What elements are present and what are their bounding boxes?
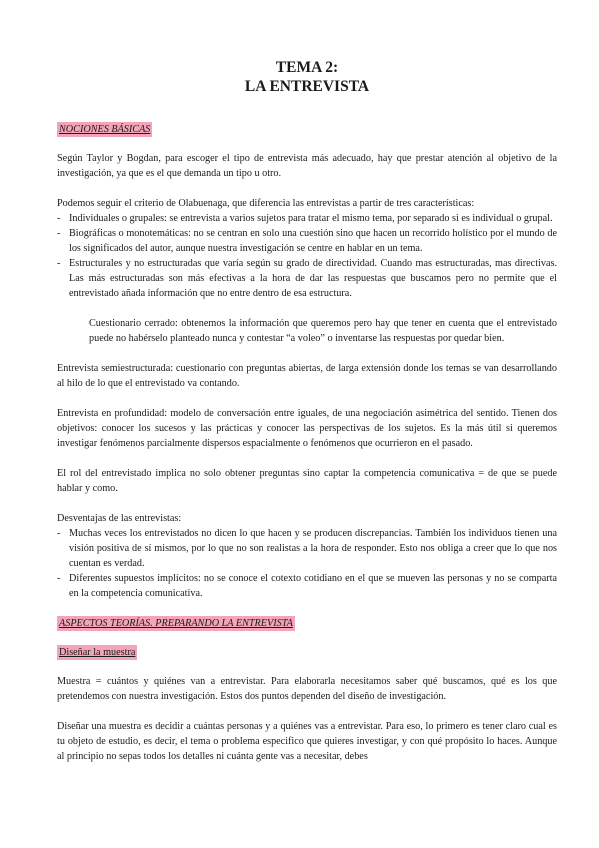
section-heading-aspectos: ASPECTOS TEORÍAS. PREPARANDO LA ENTREVISTA [59,618,293,629]
paragraph-semiestructurada: Entrevista semiestructurada: cuestionario con preguntas abiertas, de larga extensión donde los temas se van desarrollando al hilo de lo que el entrevistado va contando. [57,363,557,389]
paragraph-taylor-bogdan: Según Taylor y Bogdan, para escoger el tipo de entrevista más adecuado, hay que prestar atención al objetivo de la investigación, ya que es el que demanda un tipo u otro. [57,153,557,179]
section-nociones [57,122,557,601]
list-item: - Muchas veces los entrevistados no dicen lo que hacen y se producen discrepancias. También los individuos tienen una visión positiva de sí mismos, por lo que no son realistas a la hora de responder. Esto nos obliga a creer que lo que nos cuentan es verdad. [57,526,557,571]
disadvantages-list [57,526,557,601]
paragraph-profundidad: Entrevista en profundidad: modelo de conversación entre iguales, de una negociación asimétrica del sentido. Tienen dos objetivos: conocer los sucesos y las prácticas y conocer las perspectivas de los sujetos. Es la más útil si queremos investigar fenómenos parcialmente dispersos espacialmente o fenómenos que ocurrieron en el pasado. [57,408,557,449]
criteria-list [57,211,557,301]
paragraph-disenar-muestra: Diseñar una muestra es decidir a cuántas personas y a quiénes vas a entrevistar. Para eso, lo primero es tener claro cual es tu objeto de estudio, es decir, el tema o problema especifico que quieres investigar, y con qué propósito lo haces. Aunque al principio no sepas todos los detalles ni cuánta gente vas a necesitar, debes [57,721,557,762]
list-item: - Individuales o grupales: se entrevista a varios sujetos para tratar el mismo tema, por separado si es individual o grupal. [57,211,557,226]
subheading-disenar-muestra: Diseñar la muestra [59,647,136,658]
section-aspectos [57,616,557,764]
title-line-2: LA ENTREVISTA [244,78,370,95]
quote-cuestionario-cerrado: Cuestionario cerrado: obtenemos la información que queremos pero hay que tener en cuenta que el entrevistado puede no habérselo planteado nunca y contestar “a voleo” o inventarse las respuestas por quedar bien. [89,318,557,344]
list-item: - Estructurales y no estructuradas que varía según su grado de directividad. Cuando mas estructuradas, mas directivas. Las más estructuradas son más efectivas a la hora de dar las respuestas que buscamos pero no permite que el entrevistado añada información que no entre dentro de esa estructura. [57,256,557,301]
title-line-1: TEMA 2: [275,59,339,76]
list-item: - Biográficas o monotemáticas: no se centran en solo una cuestión sino que hacen un recorrido holístico por el mundo de los significados del autor, aunque nuestra investigación se centre en hablar en un tema. [57,226,557,256]
section-heading-nociones: NOCIONES BÁSICAS [59,124,151,135]
paragraph-rol-entrevistado: El rol del entrevistado implica no solo obtener preguntas sino captar la competencia comunicativa = de que se puede hablar y como. [57,468,557,494]
paragraph-muestra: Muestra = cuántos y quiénes van a entrevistar. Para elaborarla necesitamos saber qué buscamos, qué es los que pretendemos con nuestra investigación. Estos dos puntos dependen del diseño de investigación. [57,676,557,702]
paragraph-desventajas: Desventajas de las entrevistas: [57,513,182,524]
document-title [57,58,557,96]
list-item: - Diferentes supuestos implícitos: no se conoce el cotexto cotidiano en el que se mueven las personas y no se comparta en la competencia comunicativa. [57,571,557,601]
paragraph-olabuenaga: Podemos seguir el criterio de Olabuenaga, que diferencia las entrevistas a partir de tres características: [57,198,475,209]
